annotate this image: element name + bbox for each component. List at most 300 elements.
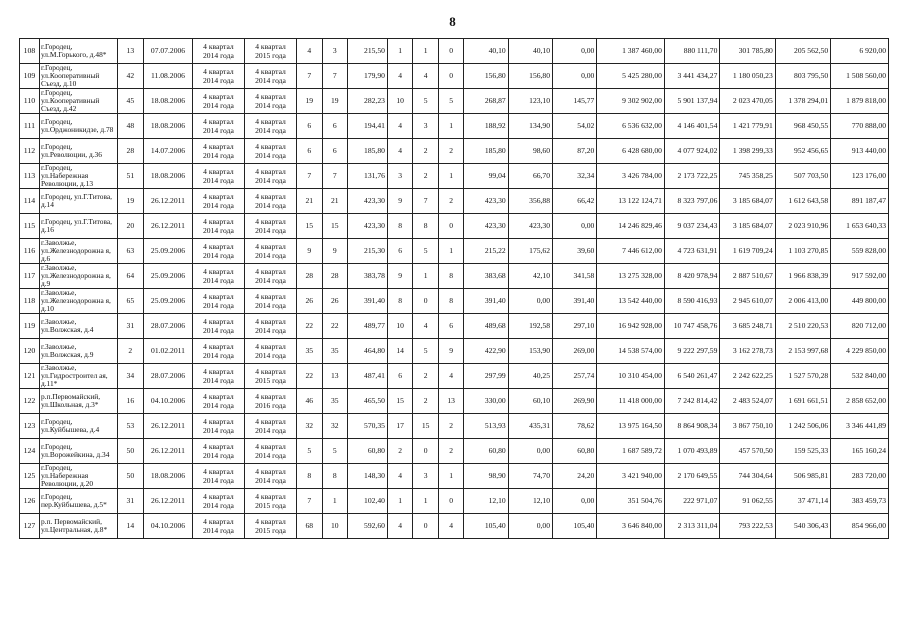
count-cell: 0 (438, 39, 463, 64)
address-cell: г.Городец, ул.М.Горького, д.48* (39, 39, 117, 64)
address-cell: р.п. Первомайский, ул.Центральная, д.8* (39, 514, 117, 539)
quarter-end-cell: 4 квартал 2014 года (244, 314, 296, 339)
count-cell: 4 (413, 64, 438, 89)
count-cell: 4 (387, 464, 412, 489)
quarter-start-cell: 4 квартал 2014 года (192, 114, 244, 139)
amount-cell: 9 222 297,59 (664, 339, 719, 364)
amount-cell: 14 538 574,00 (597, 339, 665, 364)
quarter-start-cell: 4 квартал 2014 года (192, 339, 244, 364)
amount-cell: 1 387 460,00 (597, 39, 665, 64)
count-cell: 15 (413, 414, 438, 439)
table-row (20, 414, 889, 439)
amount-cell: 351 504,76 (597, 489, 665, 514)
area-cell: 465,50 (348, 389, 388, 414)
row-number-cell: 113 (20, 164, 40, 189)
table-row (20, 464, 889, 489)
area-cell: 215,30 (348, 239, 388, 264)
count-cell: 7 (297, 489, 322, 514)
date-cell: 04.10.2006 (144, 389, 193, 414)
amount-cell: 16 942 928,00 (597, 314, 665, 339)
amount-cell: 3 426 784,00 (597, 164, 665, 189)
count-cell: 10 (322, 514, 347, 539)
date-cell: 18.08.2006 (144, 464, 193, 489)
table-row (20, 114, 889, 139)
count-cell: 7 (297, 164, 322, 189)
amount-cell: 744 304,64 (720, 464, 775, 489)
area-cell: 0,00 (508, 514, 552, 539)
count-cell: 0 (438, 64, 463, 89)
quarter-start-cell: 4 квартал 2014 года (192, 464, 244, 489)
area-cell: 39,60 (553, 239, 597, 264)
address-cell: г.Городец, ул.Г.Титова, д.16 (39, 214, 117, 239)
table-row (20, 89, 889, 114)
area-cell: 391,40 (464, 289, 508, 314)
amount-cell: 6 428 680,00 (597, 139, 665, 164)
date-cell: 28.07.2006 (144, 364, 193, 389)
amount-cell: 3 162 278,73 (720, 339, 775, 364)
amount-cell: 880 111,70 (664, 39, 719, 64)
date-cell: 26.12.2011 (144, 214, 193, 239)
amount-cell: 4 077 924,02 (664, 139, 719, 164)
date-cell: 26.12.2011 (144, 489, 193, 514)
number-cell: 50 (117, 439, 144, 464)
row-number-cell: 127 (20, 514, 40, 539)
amount-cell: 5 425 280,00 (597, 64, 665, 89)
count-cell: 1 (413, 39, 438, 64)
amount-cell: 205 562,50 (775, 39, 830, 64)
count-cell: 0 (413, 289, 438, 314)
date-cell: 11.08.2006 (144, 64, 193, 89)
amount-cell: 37 471,14 (775, 489, 830, 514)
amount-cell: 123 176,00 (831, 164, 889, 189)
date-cell: 25.09.2006 (144, 264, 193, 289)
number-cell: 65 (117, 289, 144, 314)
area-cell: 341,58 (553, 264, 597, 289)
area-cell: 282,23 (348, 89, 388, 114)
count-cell: 4 (297, 39, 322, 64)
amount-cell: 559 828,00 (831, 239, 889, 264)
quarter-end-cell: 4 квартал 2014 года (244, 264, 296, 289)
count-cell: 5 (413, 239, 438, 264)
amount-cell: 1 612 643,58 (775, 189, 830, 214)
count-cell: 8 (438, 289, 463, 314)
amount-cell: 2 483 524,07 (720, 389, 775, 414)
quarter-end-cell: 4 квартал 2014 года (244, 114, 296, 139)
housing-table (19, 38, 889, 539)
quarter-start-cell: 4 квартал 2014 года (192, 489, 244, 514)
table-row (20, 164, 889, 189)
amount-cell: 891 187,47 (831, 189, 889, 214)
count-cell: 2 (413, 164, 438, 189)
count-cell: 8 (297, 464, 322, 489)
row-number-cell: 119 (20, 314, 40, 339)
amount-cell: 7 446 612,00 (597, 239, 665, 264)
number-cell: 14 (117, 514, 144, 539)
amount-cell: 13 975 164,50 (597, 414, 665, 439)
amount-cell: 159 525,33 (775, 439, 830, 464)
address-cell: г.Заволжье, ул.Гидростроител ая, д.11* (39, 364, 117, 389)
number-cell: 13 (117, 39, 144, 64)
quarter-end-cell: 4 квартал 2014 года (244, 339, 296, 364)
quarter-start-cell: 4 квартал 2014 года (192, 214, 244, 239)
amount-cell: 2 173 722,25 (664, 164, 719, 189)
area-cell: 215,22 (464, 239, 508, 264)
quarter-end-cell: 4 квартал 2015 года (244, 39, 296, 64)
area-cell: 123,10 (508, 89, 552, 114)
area-cell: 40,25 (508, 364, 552, 389)
area-cell: 513,93 (464, 414, 508, 439)
amount-cell: 9 037 234,43 (664, 214, 719, 239)
area-cell: 423,30 (464, 214, 508, 239)
count-cell: 9 (387, 264, 412, 289)
count-cell: 14 (387, 339, 412, 364)
amount-cell: 803 795,50 (775, 64, 830, 89)
count-cell: 68 (297, 514, 322, 539)
amount-cell: 952 456,65 (775, 139, 830, 164)
quarter-end-cell: 4 квартал 2014 года (244, 439, 296, 464)
amount-cell: 6 536 632,00 (597, 114, 665, 139)
area-cell: 105,40 (553, 514, 597, 539)
address-cell: г.Городец, ул.Кооперативный Съезд, д.42 (39, 89, 117, 114)
amount-cell: 165 160,24 (831, 439, 889, 464)
amount-cell: 1 508 560,00 (831, 64, 889, 89)
area-cell: 54,02 (553, 114, 597, 139)
date-cell: 25.09.2006 (144, 239, 193, 264)
area-cell: 423,30 (508, 214, 552, 239)
count-cell: 4 (387, 64, 412, 89)
amount-cell: 4 229 850,00 (831, 339, 889, 364)
count-cell: 1 (438, 114, 463, 139)
amount-cell: 532 840,00 (831, 364, 889, 389)
amount-cell: 3 421 940,00 (597, 464, 665, 489)
amount-cell: 2 170 649,55 (664, 464, 719, 489)
date-cell: 18.08.2006 (144, 164, 193, 189)
area-cell: 131,76 (348, 164, 388, 189)
amount-cell: 3 867 750,10 (720, 414, 775, 439)
address-cell: г.Городец, ул.Орджоникидзе, д.78 (39, 114, 117, 139)
area-cell: 12,10 (508, 489, 552, 514)
amount-cell: 1 103 270,85 (775, 239, 830, 264)
quarter-start-cell: 4 квартал 2014 года (192, 39, 244, 64)
date-cell: 07.07.2006 (144, 39, 193, 64)
amount-cell: 2 313 311,04 (664, 514, 719, 539)
amount-cell: 13 122 124,71 (597, 189, 665, 214)
quarter-start-cell: 4 квартал 2014 года (192, 239, 244, 264)
quarter-end-cell: 4 квартал 2014 года (244, 164, 296, 189)
quarter-start-cell: 4 квартал 2014 года (192, 414, 244, 439)
date-cell: 26.12.2011 (144, 414, 193, 439)
quarter-start-cell: 4 квартал 2014 года (192, 64, 244, 89)
area-cell: 269,00 (553, 339, 597, 364)
area-cell: 423,30 (348, 189, 388, 214)
area-cell: 423,30 (348, 214, 388, 239)
page-number: 8 (449, 14, 456, 29)
count-cell: 5 (413, 89, 438, 114)
count-cell: 21 (297, 189, 322, 214)
quarter-start-cell: 4 квартал 2014 года (192, 264, 244, 289)
quarter-end-cell: 4 квартал 2014 года (244, 239, 296, 264)
count-cell: 35 (322, 389, 347, 414)
count-cell: 2 (413, 364, 438, 389)
area-cell: 60,80 (348, 439, 388, 464)
amount-cell: 820 712,00 (831, 314, 889, 339)
address-cell: г.Заволжье, ул.Волжская, д.4 (39, 314, 117, 339)
amount-cell: 2 887 510,67 (720, 264, 775, 289)
quarter-end-cell: 4 квартал 2015 года (244, 514, 296, 539)
area-cell: 148,30 (348, 464, 388, 489)
table-row (20, 389, 889, 414)
amount-cell: 854 966,00 (831, 514, 889, 539)
count-cell: 0 (438, 214, 463, 239)
area-cell: 185,80 (348, 139, 388, 164)
count-cell: 4 (413, 314, 438, 339)
count-cell: 9 (297, 239, 322, 264)
area-cell: 60,10 (508, 389, 552, 414)
count-cell: 2 (438, 189, 463, 214)
housing-table-container (19, 38, 889, 539)
amount-cell: 3 441 434,27 (664, 64, 719, 89)
row-number-cell: 109 (20, 64, 40, 89)
amount-cell: 6 540 261,47 (664, 364, 719, 389)
area-cell: 0,00 (553, 489, 597, 514)
amount-cell: 8 420 978,94 (664, 264, 719, 289)
count-cell: 7 (297, 64, 322, 89)
area-cell: 0,00 (553, 214, 597, 239)
amount-cell: 3 185 684,07 (720, 189, 775, 214)
count-cell: 8 (438, 264, 463, 289)
quarter-end-cell: 4 квартал 2014 года (244, 189, 296, 214)
row-number-cell: 118 (20, 289, 40, 314)
count-cell: 10 (387, 314, 412, 339)
table-row (20, 239, 889, 264)
area-cell: 423,30 (464, 189, 508, 214)
count-cell: 22 (322, 314, 347, 339)
area-cell: 268,87 (464, 89, 508, 114)
amount-cell: 507 703,50 (775, 164, 830, 189)
count-cell: 8 (413, 214, 438, 239)
count-cell: 5 (413, 339, 438, 364)
area-cell: 215,50 (348, 39, 388, 64)
count-cell: 0 (413, 514, 438, 539)
amount-cell: 2 023 910,96 (775, 214, 830, 239)
count-cell: 4 (387, 139, 412, 164)
quarter-end-cell: 4 квартал 2014 года (244, 139, 296, 164)
amount-cell: 4 723 631,91 (664, 239, 719, 264)
amount-cell: 1 180 050,23 (720, 64, 775, 89)
quarter-start-cell: 4 квартал 2014 года (192, 364, 244, 389)
number-cell: 51 (117, 164, 144, 189)
count-cell: 4 (438, 364, 463, 389)
number-cell: 16 (117, 389, 144, 414)
number-cell: 2 (117, 339, 144, 364)
amount-cell: 506 985,81 (775, 464, 830, 489)
row-number-cell: 108 (20, 39, 40, 64)
address-cell: г.Заволжье, ул.Волжская, д.9 (39, 339, 117, 364)
count-cell: 35 (322, 339, 347, 364)
count-cell: 3 (322, 39, 347, 64)
amount-cell: 7 242 814,42 (664, 389, 719, 414)
table-row (20, 139, 889, 164)
amount-cell: 457 570,50 (720, 439, 775, 464)
count-cell: 4 (387, 114, 412, 139)
date-cell: 14.07.2006 (144, 139, 193, 164)
amount-cell: 2 006 413,00 (775, 289, 830, 314)
area-cell: 87,20 (553, 139, 597, 164)
area-cell: 40,10 (464, 39, 508, 64)
amount-cell: 770 888,00 (831, 114, 889, 139)
count-cell: 7 (322, 164, 347, 189)
amount-cell: 3 646 840,00 (597, 514, 665, 539)
quarter-end-cell: 4 квартал 2014 года (244, 414, 296, 439)
amount-cell: 1 242 506,06 (775, 414, 830, 439)
count-cell: 1 (438, 239, 463, 264)
amount-cell: 301 785,80 (720, 39, 775, 64)
number-cell: 20 (117, 214, 144, 239)
area-cell: 188,92 (464, 114, 508, 139)
count-cell: 5 (322, 439, 347, 464)
date-cell: 26.12.2011 (144, 189, 193, 214)
count-cell: 2 (413, 139, 438, 164)
count-cell: 22 (297, 364, 322, 389)
area-cell: 24,20 (553, 464, 597, 489)
quarter-end-cell: 4 квартал 2015 года (244, 489, 296, 514)
count-cell: 1 (387, 489, 412, 514)
address-cell: г.Заволжье, ул.Железнодорожна я, д.6 (39, 239, 117, 264)
count-cell: 8 (387, 214, 412, 239)
count-cell: 2 (438, 414, 463, 439)
area-cell: 0,00 (508, 439, 552, 464)
date-cell: 01.02.2011 (144, 339, 193, 364)
area-cell: 12,10 (464, 489, 508, 514)
amount-cell: 6 920,00 (831, 39, 889, 64)
area-cell: 489,68 (464, 314, 508, 339)
table-row (20, 364, 889, 389)
area-cell: 40,10 (508, 39, 552, 64)
area-cell: 99,04 (464, 164, 508, 189)
count-cell: 28 (322, 264, 347, 289)
count-cell: 32 (297, 414, 322, 439)
address-cell: г.Городец, ул.Ворожейкина, д.34 (39, 439, 117, 464)
amount-cell: 13 275 328,00 (597, 264, 665, 289)
count-cell: 21 (322, 189, 347, 214)
quarter-start-cell: 4 квартал 2014 года (192, 314, 244, 339)
amount-cell: 14 246 829,46 (597, 214, 665, 239)
amount-cell: 222 971,07 (664, 489, 719, 514)
count-cell: 1 (322, 489, 347, 514)
amount-cell: 2 510 220,53 (775, 314, 830, 339)
amount-cell: 1 691 661,51 (775, 389, 830, 414)
area-cell: 192,58 (508, 314, 552, 339)
number-cell: 28 (117, 139, 144, 164)
count-cell: 6 (322, 114, 347, 139)
count-cell: 28 (297, 264, 322, 289)
table-row (20, 189, 889, 214)
area-cell: 269,90 (553, 389, 597, 414)
row-number-cell: 114 (20, 189, 40, 214)
amount-cell: 3 685 248,71 (720, 314, 775, 339)
number-cell: 34 (117, 364, 144, 389)
table-row (20, 289, 889, 314)
area-cell: 156,80 (464, 64, 508, 89)
count-cell: 2 (438, 139, 463, 164)
amount-cell: 1 619 709,24 (720, 239, 775, 264)
quarter-end-cell: 4 квартал 2014 года (244, 89, 296, 114)
amount-cell: 917 592,00 (831, 264, 889, 289)
area-cell: 105,40 (464, 514, 508, 539)
area-cell: 66,42 (553, 189, 597, 214)
count-cell: 6 (387, 364, 412, 389)
date-cell: 25.09.2006 (144, 289, 193, 314)
count-cell: 7 (322, 64, 347, 89)
amount-cell: 2 242 622,25 (720, 364, 775, 389)
amount-cell: 1 879 818,00 (831, 89, 889, 114)
area-cell: 153,90 (508, 339, 552, 364)
quarter-start-cell: 4 квартал 2014 года (192, 89, 244, 114)
amount-cell: 3 185 684,07 (720, 214, 775, 239)
area-cell: 464,80 (348, 339, 388, 364)
area-cell: 179,90 (348, 64, 388, 89)
number-cell: 63 (117, 239, 144, 264)
count-cell: 9 (322, 239, 347, 264)
amount-cell: 745 358,25 (720, 164, 775, 189)
area-cell: 330,00 (464, 389, 508, 414)
quarter-start-cell: 4 квартал 2014 года (192, 189, 244, 214)
count-cell: 3 (413, 114, 438, 139)
count-cell: 6 (322, 139, 347, 164)
count-cell: 15 (387, 389, 412, 414)
count-cell: 1 (438, 164, 463, 189)
amount-cell: 540 306,43 (775, 514, 830, 539)
amount-cell: 1 398 299,33 (720, 139, 775, 164)
count-cell: 26 (322, 289, 347, 314)
area-cell: 66,70 (508, 164, 552, 189)
area-cell: 78,62 (553, 414, 597, 439)
address-cell: г.Городец, ул.Набережная Революции, д.20 (39, 464, 117, 489)
address-cell: г.Городец, ул.Кооперативный Съезд, д.10 (39, 64, 117, 89)
quarter-start-cell: 4 квартал 2014 года (192, 164, 244, 189)
area-cell: 98,60 (508, 139, 552, 164)
count-cell: 4 (438, 514, 463, 539)
area-cell: 435,31 (508, 414, 552, 439)
count-cell: 2 (387, 439, 412, 464)
number-cell: 42 (117, 64, 144, 89)
count-cell: 7 (413, 189, 438, 214)
amount-cell: 8 323 797,06 (664, 189, 719, 214)
amount-cell: 5 901 137,94 (664, 89, 719, 114)
table-row (20, 214, 889, 239)
area-cell: 98,90 (464, 464, 508, 489)
area-cell: 391,40 (553, 289, 597, 314)
amount-cell: 8 864 908,34 (664, 414, 719, 439)
number-cell: 50 (117, 464, 144, 489)
table-row (20, 339, 889, 364)
date-cell: 04.10.2006 (144, 514, 193, 539)
date-cell: 18.08.2006 (144, 114, 193, 139)
count-cell: 4 (387, 514, 412, 539)
area-cell: 194,41 (348, 114, 388, 139)
quarter-start-cell: 4 квартал 2014 года (192, 289, 244, 314)
count-cell: 0 (413, 439, 438, 464)
amount-cell: 968 450,55 (775, 114, 830, 139)
date-cell: 18.08.2006 (144, 89, 193, 114)
address-cell: г.Городец, ул.Куйбышева, д.4 (39, 414, 117, 439)
area-cell: 592,60 (348, 514, 388, 539)
table-row (20, 514, 889, 539)
row-number-cell: 115 (20, 214, 40, 239)
count-cell: 32 (322, 414, 347, 439)
quarter-start-cell: 4 квартал 2014 года (192, 439, 244, 464)
area-cell: 0,00 (553, 64, 597, 89)
